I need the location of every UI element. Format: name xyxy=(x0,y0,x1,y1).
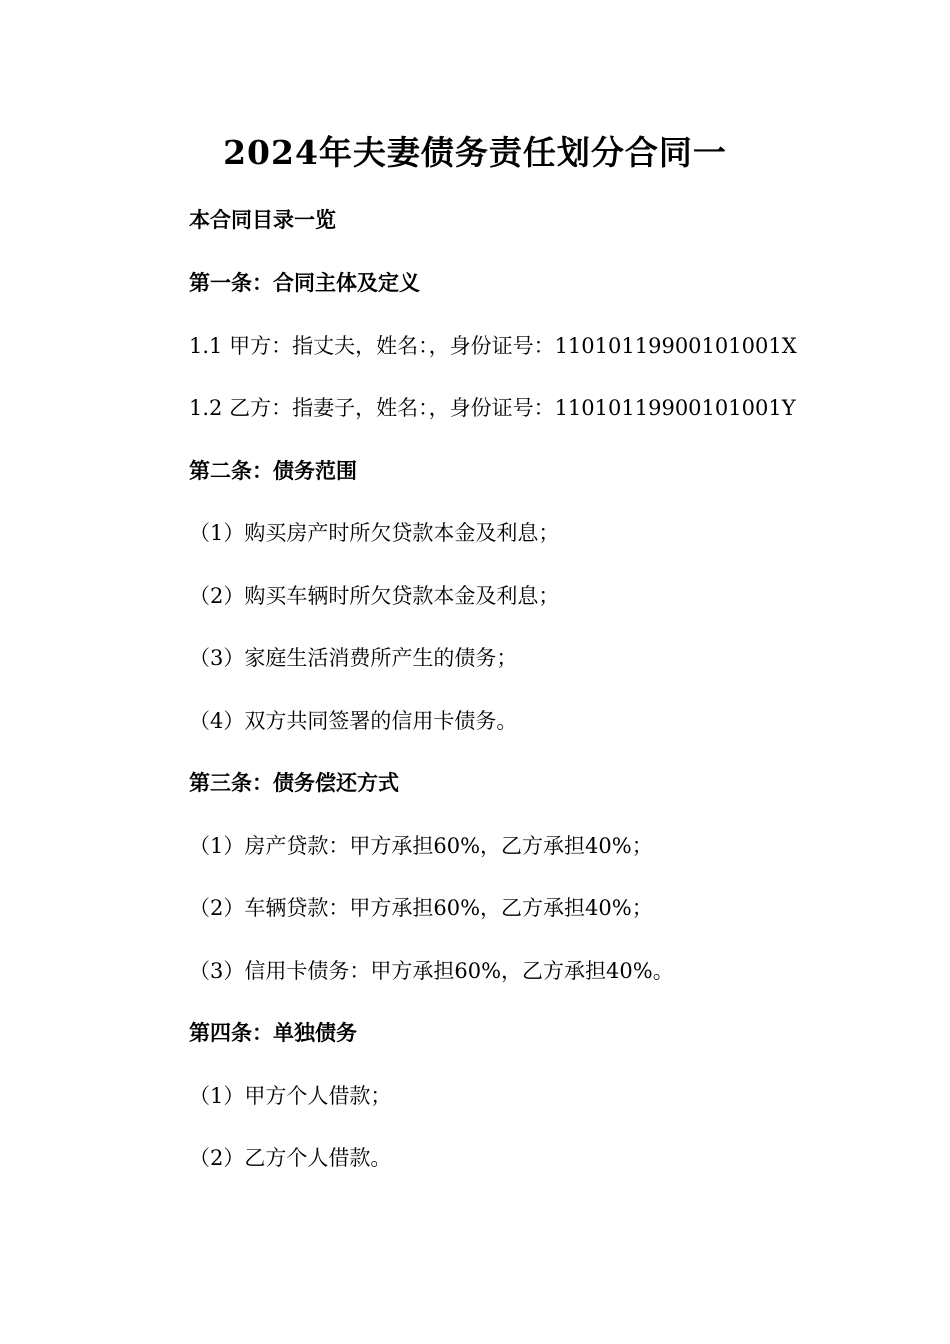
toc-heading: 本合同目录一览 xyxy=(189,208,336,232)
article1-heading: 第一条：合同主体及定义 xyxy=(189,271,420,295)
document-title: 2024年夫妻债务责任划分合同一 xyxy=(223,133,727,172)
article3-item: （2）车辆贷款：甲方承担60%，乙方承担40%； xyxy=(189,896,653,920)
article3-item: （1）房产贷款：甲方承担60%，乙方承担40%； xyxy=(189,834,653,858)
article2-heading: 第二条：债务范围 xyxy=(189,459,357,483)
article1-item: 1.2 乙方：指妻子，姓名：，身份证号：11010119900101001Y xyxy=(189,396,796,420)
article4-heading: 第四条：单独债务 xyxy=(189,1021,357,1045)
article4-item: （2）乙方个人借款。 xyxy=(189,1146,392,1170)
article2-item: （1）购买房产时所欠贷款本金及利息； xyxy=(189,521,560,545)
article2-item: （3）家庭生活消费所产生的债务； xyxy=(189,646,518,670)
article2-item: （4）双方共同签署的信用卡债务。 xyxy=(189,709,518,733)
article3-item: （3）信用卡债务：甲方承担60%，乙方承担40%。 xyxy=(189,959,674,983)
article3-heading: 第三条：债务偿还方式 xyxy=(189,771,399,795)
article1-item: 1.1 甲方：指丈夫，姓名：，身份证号：11010119900101001X xyxy=(189,334,797,358)
article2-item: （2）购买车辆时所欠贷款本金及利息； xyxy=(189,584,560,608)
article4-item: （1）甲方个人借款； xyxy=(189,1084,392,1108)
